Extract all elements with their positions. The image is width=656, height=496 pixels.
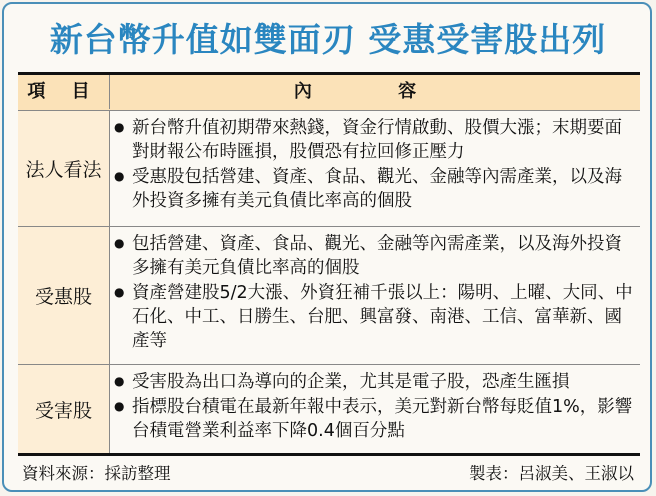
bullet-text: ● 包括營建、資產、食品、觀光、金融等內需產業，以及海外投資多擁有美元負債比率高的個股 — [114, 231, 634, 280]
page-title: 新台幣升值如雙面刃 受惠受害股出列 — [49, 20, 607, 59]
bullet-text: ● 資產營建股5/2大漲、外資狂補千張以上：陽明、上曜、大同、中石化、中工、日勝生、台肥、興富發、南港、工信、富華新、國產等 — [114, 280, 634, 353]
table-header — [18, 75, 640, 111]
source-note: 資料來源：採訪整理 — [22, 464, 171, 483]
bullet-text: ● 受害股為出口為導向的企業，尤其是電子股，恐產生匯損 — [114, 369, 634, 394]
credit-note: 製表：呂淑美、王淑以 — [469, 464, 634, 483]
bullet-text: ● 新台幣升值初期帶來熱錢，資金行情啟動、股價大漲；末期要面對財報公布時匯損，股價恐有拉回修正壓力 — [114, 115, 634, 164]
bullet-text: ● 受惠股包括營建、資產、食品、觀光、金融等內需產業，以及海外投資多擁有美元負債比率高的個股 — [114, 164, 634, 213]
header-content: 內 容 — [293, 81, 457, 102]
row-content — [110, 227, 640, 364]
bullet-text: ● 指標股台積電在最新年報中表示，美元對新台幣每貶值1%，影響台積電營業利益率下降0.4個百分點 — [114, 394, 634, 443]
table-row — [18, 227, 640, 365]
table-row — [18, 365, 640, 453]
table-row — [18, 111, 640, 227]
row-content — [110, 111, 640, 226]
info-table — [18, 72, 640, 456]
row-category: 法人看法 — [18, 111, 110, 226]
row-category: 受害股 — [18, 365, 110, 453]
row-content — [110, 365, 640, 453]
header-item: 項 目 — [18, 75, 110, 109]
row-category: 受惠股 — [18, 227, 110, 364]
